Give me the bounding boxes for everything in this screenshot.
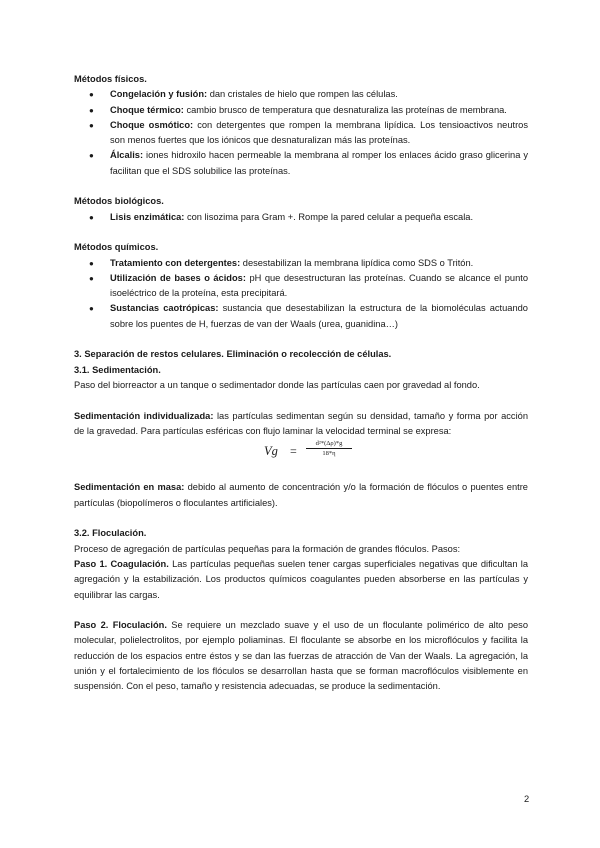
heading-metodos-biologicos: Métodos biológicos. (74, 196, 164, 207)
list-item: ● Lisis enzimática: con lisozima para Gram +. Rompe la pared celular a pequeña escala. (74, 210, 528, 225)
terminal-velocity-formula (74, 439, 528, 465)
bullet-icon: ● (89, 105, 94, 115)
bullet-icon: ● (89, 258, 94, 268)
page-number: 2 (524, 794, 530, 804)
list-item: ● Sustancias caotrópicas: sustancia que desestabilizan la estructura de la biomoléculas actuando sobre los puentes de H, fuerzas de van der Waals (urea, guanidina…) (89, 303, 528, 329)
list-item: ● Choque térmico: cambio brusco de temperatura que desnaturaliza las proteínas de membrana. (74, 103, 528, 118)
list-metodos-quimicos (74, 256, 528, 332)
list-item: ● Congelación y fusión: dan cristales de hielo que rompen las células. (74, 87, 528, 102)
section-3-1-text: Paso del biorreactor a un tanque o sedimentador donde las partículas caen por gravedad al fondo. (74, 379, 480, 390)
bullet-icon: ● (89, 273, 94, 283)
formula-equals: = (290, 444, 297, 459)
section-3-2-title: 3.2. Floculación. (74, 528, 147, 539)
bullet-icon: ● (89, 151, 94, 161)
formula-fraction (306, 439, 352, 458)
list-item: ● Tratamiento con detergentes: desestabilizan la membrana lipídica como SDS o Tritón. (74, 256, 528, 271)
heading-metodos-quimicos: Métodos químicos. (74, 242, 159, 253)
formula-denominator: 18*η (322, 450, 336, 458)
heading-metodos-fisicos: Métodos físicos. (74, 74, 147, 84)
bullet-icon: ● (89, 90, 94, 100)
formula-numerator: d²*(Δρ)*g (306, 439, 352, 449)
section-3-title: 3. Separación de restos celulares. Eliminación o recolección de células. (74, 349, 392, 360)
formula-lhs: Vg (264, 444, 278, 459)
list-item: ● Choque osmótico: con detergentes que rompen la membrana lipídica. Los tensioactivos neutros son menos fuertes que los iónicos que desnaturalizan más las proteínas. (89, 119, 528, 146)
list-item: ● Utilización de bases o ácidos: pH que desestructuran las proteínas. Cuando se alcance el punto isoeléctrico de la proteína, esta precipitará. (89, 272, 528, 299)
section-3-1-title: 3.1. Sedimentación. (74, 364, 161, 375)
bullet-icon: ● (89, 304, 94, 314)
list-metodos-biologicos (74, 210, 528, 225)
bullet-icon: ● (89, 212, 94, 222)
bullet-icon: ● (89, 120, 94, 130)
paragraph-paso-2: Paso 2. Floculación. Se requiere un mezclado suave y el uso de un floculante polimérico de alto peso molecular, polielectrolitos, por ejemplo poliaminas. El floculante se absorbe en los microflóculos y facilita la reducción de los espacios entre éstos y se dan las fuerzas de atracción de Van der Waals. La agregación, la unión y el fortalecimiento de los flóculos se desarrollan hasta que se forman macroflóculos visiblemente en suspensión. Con el peso, tamaño y resistencia adecuadas, se produce la sedimentación. (74, 620, 528, 692)
paragraph-sedimentacion-masa: Sedimentación en masa: debido al aumento de concentración y/o la formación de flóculos o puentes entre partículas (biopolímeros o floculantes artificiales). (74, 482, 528, 508)
section-3-2-text: Proceso de agregación de partículas pequeñas para la formación de grandes flóculos. Pasos: (74, 543, 461, 554)
paragraph-sedimentacion-individualizada: Sedimentación individualizada: las partículas sedimentan según su densidad, tamaño y forma por acción de la gravedad. Para partículas esféricas con flujo laminar la velocidad terminal se expresa: (74, 410, 528, 436)
paragraph-paso-1: Paso 1. Coagulación. Las partículas pequeñas suelen tener cargas superficiales negativas que dificultan la agregación y la estabilización. Los productos químicos coagulantes pueden absorberse en las partículas y equilibrar las cargas. (74, 558, 528, 600)
list-metodos-fisicos (74, 87, 528, 179)
list-item: ● Álcalis: iones hidroxilo hacen permeable la membrana al romper los enlaces ácido graso glicerina y facilitan que el SDS solubilice las proteínas. (89, 150, 528, 176)
